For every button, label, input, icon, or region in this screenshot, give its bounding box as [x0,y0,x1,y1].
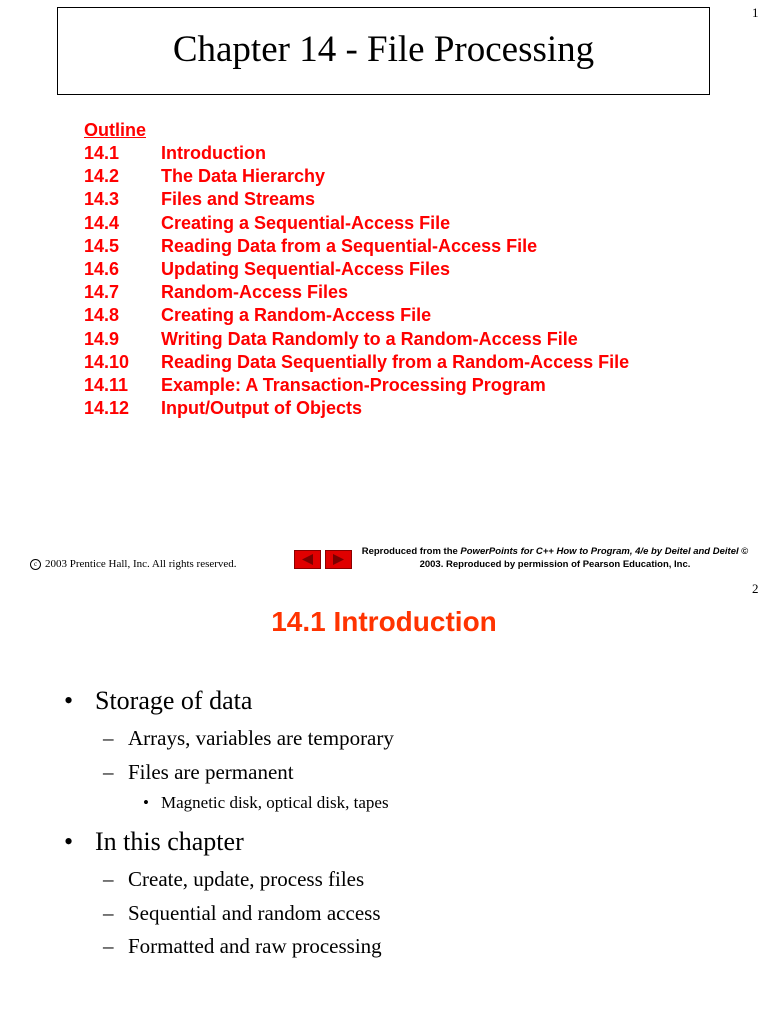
copyright-icon: c [30,559,41,570]
bullet-text: Storage of data [95,686,253,715]
outline-item [84,212,629,235]
outline-item-number: 14.4 [84,212,120,233]
slide-title-box [57,7,710,95]
slide-2-title: 14.1 Introduction [271,606,497,637]
bullet-marker: • [64,827,74,856]
bullet-text: Arrays, variables are temporary [128,726,394,750]
outline-item-label: Creating a Sequential-Access File [161,212,451,233]
outline-list [84,142,629,420]
dash-marker: – [103,726,114,750]
outline-item-label: Random-Access Files [161,282,349,303]
repro-prefix: Reproduced from the [361,546,461,557]
outline-item-number: 14.8 [84,305,120,326]
outline-item-label: Writing Data Randomly to a Random-Access File [161,328,578,349]
outline-item-number: 14.6 [84,258,120,279]
bullet-level2 [103,901,381,926]
bullet-text: Create, update, process files [128,867,365,891]
dash-marker: – [103,901,114,925]
right-triangle-icon [332,554,345,565]
copyright-notice [30,558,237,571]
previous-slide-button[interactable] [294,550,321,569]
bullet-text: Magnetic disk, optical disk, tapes [161,793,389,812]
bullet-text: In this chapter [95,827,244,856]
bullet-level2 [103,760,294,785]
next-slide-button[interactable] [325,550,352,569]
outline-item-label: Introduction [161,143,266,163]
bullet-level3 [143,793,389,813]
outline-item-number: 14.5 [84,235,120,256]
repro-book-title: PowerPoints for C++ How to Program, 4/e by Deitel and Deitel [460,546,739,557]
left-triangle-icon [301,554,314,565]
outline-item-number: 14.10 [84,351,130,372]
dash-marker: – [103,934,114,958]
dash-marker: – [103,760,114,784]
bullet-text: Files are permanent [128,760,294,784]
outline-item-label: Example: A Transaction-Processing Program [161,374,546,395]
outline-item [84,142,629,165]
outline-item-label: Updating Sequential-Access Files [161,258,451,279]
outline-heading: Outline [84,120,146,140]
outline-item-label: The Data Hierarchy [161,166,326,187]
outline-item [84,397,629,420]
outline-item-number: 14.7 [84,282,120,303]
outline-item-label: Reading Data Sequentially from a Random-Access File [161,351,630,372]
outline-item-number: 14.2 [84,166,120,187]
outline-item-number: 14.11 [84,374,129,395]
outline-item [84,258,629,281]
outline-item-label: Reading Data from a Sequential-Access File [161,235,538,256]
outline-item-number: 14.3 [84,189,120,210]
outline-item-number: 14.1 [84,143,120,163]
outline [84,119,629,420]
outline-item-number: 14.12 [84,398,130,419]
bullet-level2 [103,867,364,892]
outline-item [84,281,629,304]
bullet-level1 [64,686,252,716]
outline-item [84,304,629,327]
dash-marker: – [103,867,114,891]
outline-item-number: 14.9 [84,328,120,349]
bullet-text: Sequential and random access [128,901,381,925]
outline-item [84,235,629,258]
bullet-marker: • [143,793,149,812]
page-number-1: 1 [752,5,759,20]
repro-suffix: © 2003. Reproduced by permission of Pearson Education, Inc. [419,546,749,570]
outline-item-label: Creating a Random-Access File [161,305,432,326]
outline-item [84,351,629,374]
reproduction-notice [350,546,760,571]
copyright-text: 2003 Prentice Hall, Inc. All rights reserved. [45,558,237,570]
bullet-level2 [103,726,394,751]
page-number-2: 2 [752,581,759,596]
outline-item-label: Input/Output of Objects [161,398,362,419]
outline-item [84,165,629,188]
bullet-level1 [64,827,244,857]
outline-item [84,188,629,211]
bullet-level2 [103,934,382,959]
bullet-marker: • [64,686,74,715]
outline-item-label: Files and Streams [161,189,316,210]
outline-item [84,374,629,397]
outline-item [84,328,629,351]
slide-title: Chapter 14 - File Processing [172,28,595,70]
bullet-text: Formatted and raw processing [128,934,382,958]
